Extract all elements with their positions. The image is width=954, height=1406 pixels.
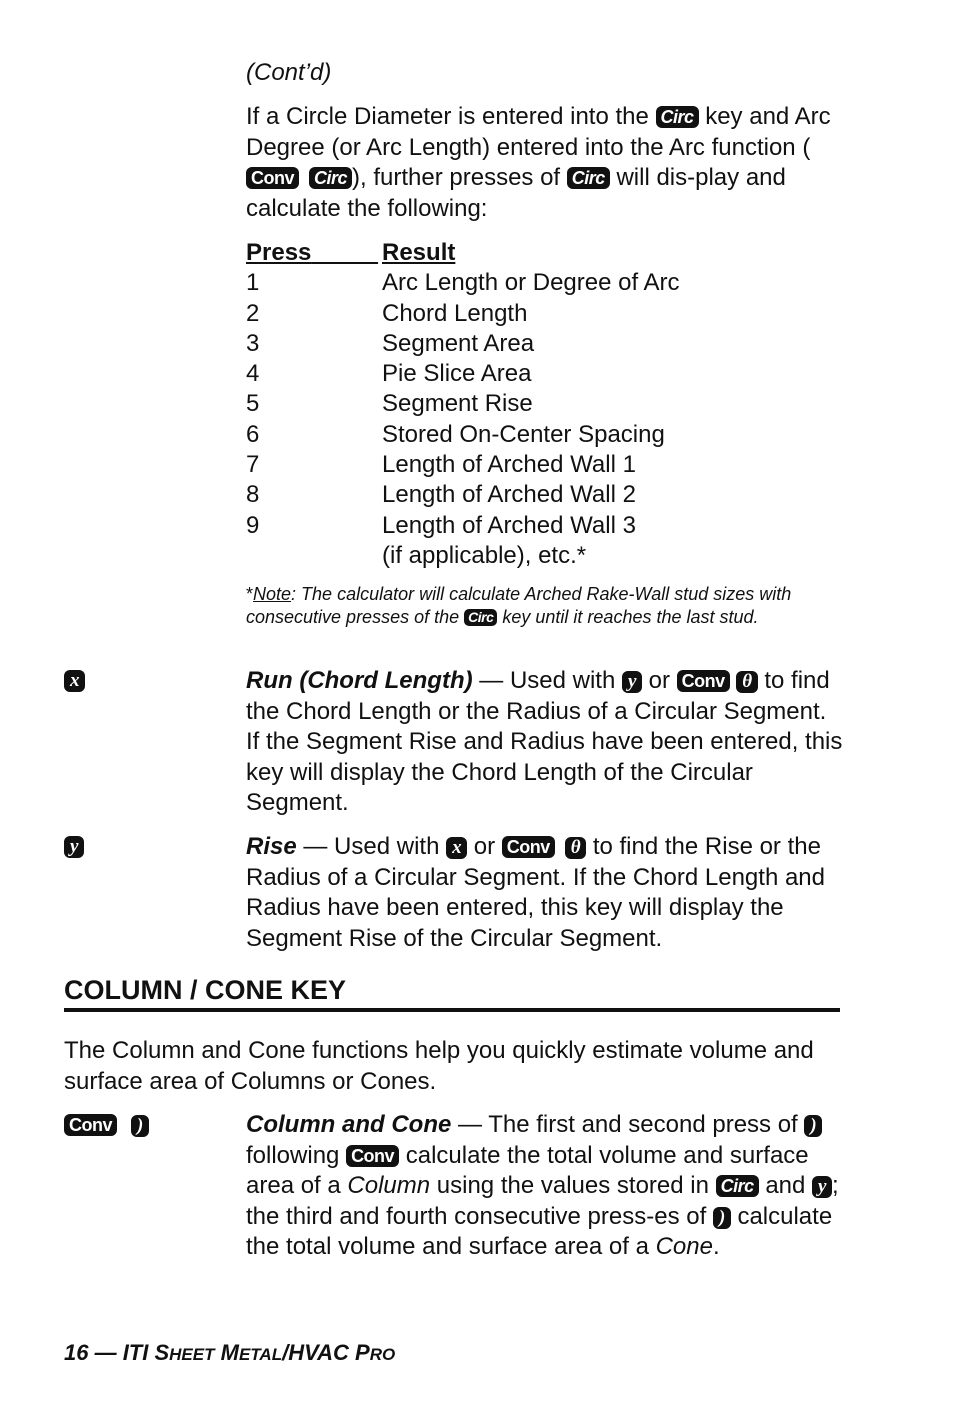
- rise-text-1: — Used with: [296, 833, 440, 860]
- table-row: [246, 511, 680, 541]
- result-cell: Length of Arched Wall 1: [382, 451, 636, 479]
- result-cell: Length of Arched Wall 2: [382, 481, 636, 509]
- paren-key-icon: ): [713, 1207, 731, 1229]
- result-cell: Chord Length: [382, 299, 528, 327]
- result-column-header: Result: [382, 239, 456, 266]
- cone-word: Cone: [655, 1233, 713, 1260]
- page-footer: [64, 1340, 395, 1366]
- conv-key-icon: Conv: [346, 1145, 399, 1167]
- section-intro: The Column and Cone functions help you quickly estimate volume and surface area of Columns or Cones.: [64, 1037, 814, 1095]
- column-text-2: following: [246, 1141, 340, 1169]
- column-text-1: — The first and second press of: [451, 1111, 798, 1138]
- paren-key-icon: ): [804, 1115, 822, 1137]
- intro-text-3: ), further presses of: [352, 164, 561, 191]
- press-cell: 1: [246, 269, 260, 297]
- rise-entry-title: Rise: [246, 833, 297, 860]
- circ-key-icon: Circ: [716, 1175, 759, 1197]
- footer-sc-1: HEET: [169, 1345, 215, 1364]
- column-text-5: and: [765, 1172, 806, 1199]
- column-text-8: .: [712, 1233, 720, 1260]
- circle-intro-text: [246, 102, 846, 224]
- column-entry-text: [246, 1110, 846, 1263]
- section-heading: COLUMN / CONE KEY: [64, 974, 840, 1012]
- conv-paren-key-margin: [64, 1114, 149, 1137]
- footer-sc-3: RO: [369, 1345, 396, 1364]
- circ-key-icon: Circ: [656, 106, 699, 128]
- conv-key-icon: Conv: [64, 1114, 117, 1136]
- run-text-2: or: [648, 667, 670, 694]
- column-text-4: using the values stored in: [436, 1172, 709, 1199]
- press-cell: 7: [246, 451, 260, 479]
- footer-hvac: /HVAC P: [282, 1340, 370, 1365]
- table-row: [246, 359, 680, 389]
- circ-key-icon: Circ: [464, 609, 497, 626]
- table-header-row: [246, 238, 680, 268]
- press-cell: 8: [246, 481, 260, 509]
- theta-key-icon: θ: [736, 671, 757, 693]
- intro-text-2: key and Arc Degree (or Arc Length) entered into the Arc function (: [246, 103, 831, 161]
- result-cell: Segment Rise: [382, 390, 533, 418]
- rise-text-3: to find the Rise or the Radius of a Circular Segment. If the Chord Length and Radius have been entered, this key will display the Segment Rise of the Circular Segment.: [246, 833, 825, 952]
- x-key-icon: x: [446, 837, 467, 859]
- x-key-icon: x: [64, 670, 85, 692]
- x-key-margin: [64, 670, 85, 692]
- rise-entry: [246, 832, 846, 954]
- paren-key-icon: ): [131, 1115, 149, 1137]
- press-column-header: Press: [246, 239, 312, 266]
- result-cell: Arc Length or Degree of Arc: [382, 269, 680, 297]
- run-text-1: — Used with: [472, 667, 616, 694]
- circle-intro-paragraph: [246, 102, 846, 224]
- column-text-7: calculate the total volume and surface area of a: [246, 1202, 833, 1260]
- result-cell: (if applicable), etc.*: [382, 541, 587, 569]
- stud-note: [246, 583, 836, 628]
- result-cell: Segment Area: [382, 329, 535, 357]
- press-cell: [246, 541, 382, 571]
- footer-page: 16 — ITI S: [64, 1340, 170, 1365]
- press-cell: 5: [246, 390, 260, 418]
- contd-label: [246, 58, 846, 89]
- conv-key-icon: Conv: [502, 836, 555, 858]
- table-row: [246, 299, 680, 329]
- note-text-1: : The calculator will calculate Arched Rake-Wall stud sizes with consecutive presses of the: [246, 584, 792, 627]
- conv-key-icon: Conv: [677, 670, 730, 692]
- intro-text-4: will dis-play and calculate the following:: [246, 164, 786, 222]
- column-entry-title: Column and Cone: [246, 1111, 452, 1138]
- press-cell: 4: [246, 360, 260, 388]
- footer-sc-2: ETAL: [238, 1345, 283, 1364]
- run-text-3: to find the Chord Length or the Radius of a Circular Segment. If the Segment Rise and Radius have been entered, this key will display the Chord Length of the Circular Segment.: [246, 667, 843, 816]
- press-cell: 6: [246, 420, 260, 448]
- run-entry-text: [246, 666, 846, 819]
- table-row: [246, 389, 680, 419]
- note-star: *: [246, 584, 254, 604]
- column-cone-entry: [246, 1110, 846, 1263]
- note-text-2: key until it reaches the last stud.: [502, 606, 759, 627]
- table-row: [246, 480, 680, 510]
- footer-m: M: [214, 1340, 239, 1365]
- press-cell: 2: [246, 299, 260, 327]
- y-key-margin: [64, 836, 84, 858]
- table-row: [246, 268, 680, 298]
- column-text-3: calculate the total volume and surface area of a: [246, 1141, 809, 1199]
- note-label: Note: [253, 584, 292, 604]
- press-cell: 9: [246, 511, 260, 539]
- rise-text-2: or: [473, 833, 496, 860]
- table-row: [246, 541, 680, 571]
- table-row: [246, 450, 680, 480]
- rise-entry-text: [246, 832, 846, 954]
- circ-key-icon: Circ: [567, 167, 610, 189]
- y-key-icon: y: [622, 671, 642, 693]
- circ-key-icon: Circ: [309, 167, 352, 189]
- table-row: [246, 329, 680, 359]
- press-result-table: [246, 238, 680, 571]
- column-text-6: ; the third and fourth consecutive press-es of: [246, 1172, 839, 1230]
- intro-text-1: If a Circle Diameter is entered into the: [246, 103, 649, 130]
- run-entry: [246, 666, 846, 819]
- contd-text: (Cont’d): [246, 59, 332, 86]
- press-cell: 3: [246, 329, 260, 357]
- table-row: [246, 420, 680, 450]
- column-word: Column: [347, 1172, 431, 1199]
- theta-key-icon: θ: [565, 837, 586, 859]
- conv-key-icon: Conv: [246, 167, 299, 189]
- result-cell: Stored On-Center Spacing: [382, 420, 665, 448]
- y-key-icon: y: [64, 836, 84, 858]
- y-key-icon: y: [812, 1176, 832, 1198]
- run-entry-title: Run (Chord Length): [246, 667, 473, 694]
- result-cell: Pie Slice Area: [382, 360, 532, 388]
- result-cell: Length of Arched Wall 3: [382, 511, 636, 539]
